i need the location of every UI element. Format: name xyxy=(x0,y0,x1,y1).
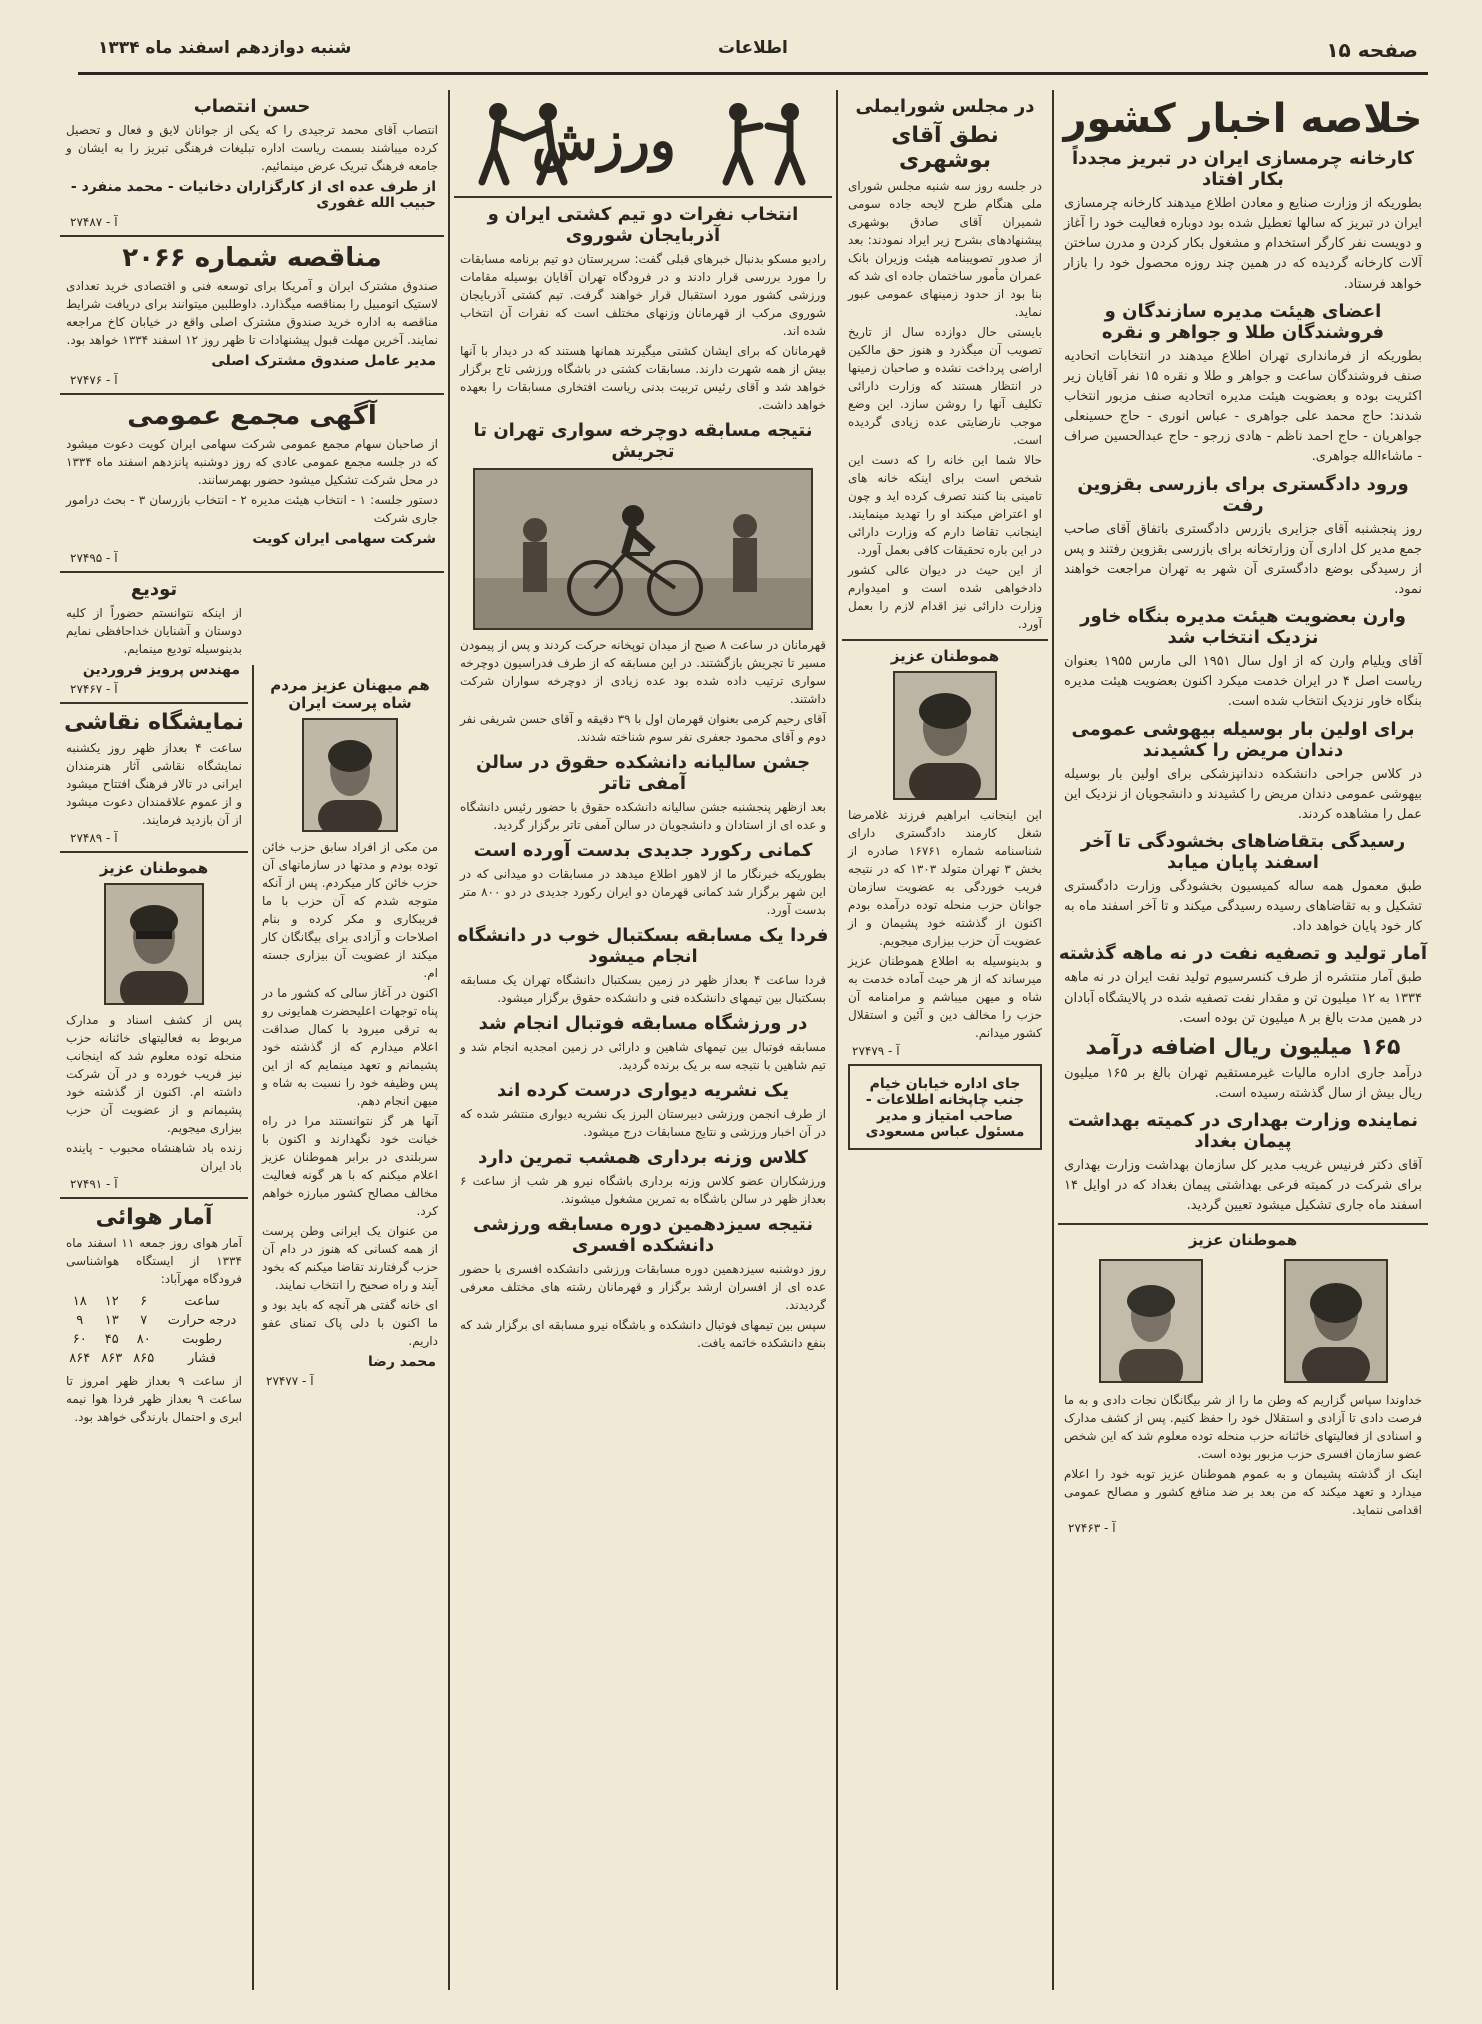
column-rule xyxy=(448,90,450,1990)
article-text: آقای رحیم کرمی بعنوان قهرمان اول با ۳۹ دقیقه و آقای حسن شریفی نفر دوم و آقای محمود جعفری نفر سوم شناخته شدند. xyxy=(460,712,826,744)
publisher-info: جای اداره خیابان خیام جنب چاپخانه اطلاعات - صاحب امتیاز و مدیر مسئول عباس مسعودی xyxy=(865,1076,1025,1140)
column-parliament xyxy=(842,90,1048,2000)
ad-code: آ - ۲۷۴۷۷ xyxy=(266,1374,314,1388)
ad-headline: مناقصه شماره ۲۰۶۶ xyxy=(122,243,382,273)
weather-cell: ۱۲ xyxy=(104,1294,119,1309)
ad-text: از صاحبان سهام مجمع عمومی شرکت سهامی ایران کویت دعوت میشود که در جلسه مجمع عمومی عادی که روز دوشنبه پانزدهم اسفند ماه ۱۳۳۴ در محل شرکت تشکیل میشود حضور بهمرسانند. xyxy=(66,437,438,487)
column-news-summary xyxy=(1058,90,1428,2000)
weather-cell: ۸۶۳ xyxy=(101,1351,123,1366)
article-text: زنده باد شاهنشاه محبوب - پاینده باد ایران xyxy=(66,1141,242,1173)
article-text: آقای دکتر فرنیس غریب مدیر کل سازمان بهداشت وزارت بهداری برای شرکت در کمیته فرعی بهداشتی پیمان بغداد که در اوایل ۱۴ اسفند ماه جاری تشکیل میشود تعیین گردید. xyxy=(1064,1158,1422,1214)
article-text: در جلسه روز سه شنبه مجلس شورای ملی هنگام طرح لایحه جاده سومی شمیران آقای صادق بوشهری پیشنهادهای بشرح زیر ایراد نمودند: بعد از صدور تصویبنامه هیئت وزیران بانک عمران مأمور ساختمان جاده ای شد که بنا بود از حدود زمینهای عمومی عبور نماید. xyxy=(848,179,1042,319)
ad-headline: تودیع xyxy=(130,579,178,600)
headline: اعضای هیئت مدیره سازندگان و فروشندگان طلا و جواهر و نقره xyxy=(1101,300,1385,343)
article-text: طبق معمول همه ساله کمیسیون بخشودگی وزارت دادگستری تشکیل و به تقاضاهای رسیده رسیدگی میکند و تا آخر اسفند ماه به کار خود پایان خواهد داد. xyxy=(1064,878,1422,935)
ad-code: آ - ۲۷۴۸۷ xyxy=(70,215,118,229)
article-text: رادیو مسکو بدنبال خبرهای قبلی گفت: سرپرستان دو تیم برنامه مسابقات را مورد بررسی قرار دادند و در فرودگاه تهران آقایان بوسیله مقامات ورزشی کشور مورد استقبال قرار خواهند گرفت. تیم کشتی آذربایجان شوروی مرکب از قهرمانان وزنهای مختلف است که نفرات آن انتخاب شده اند. xyxy=(460,252,826,338)
sports-banner xyxy=(460,94,826,190)
article-text: خداوندا سپاس گزاریم که وطن ما را از شر بیگانگان نجات دادی و به ما فرصت دادی تا آزادی و استقلال خود را حفظ کنیم. پس از کشف مدارک و اسنادی از فعالیتهای خائنانه حزب منحله توده معلوم شد که این شخص عضو سازمان افسری حزب مزبور بوده است. xyxy=(1064,1392,1422,1461)
weather-row xyxy=(64,1311,244,1330)
weather-cell: ۱۸ xyxy=(72,1294,87,1309)
headline: کارخانه چرمسازی ایران در تبریز مجدداً بکار افتاد xyxy=(1071,148,1415,190)
cycling-photo xyxy=(473,468,813,630)
weather-cell: ۹ xyxy=(76,1313,84,1328)
divider xyxy=(842,639,1048,641)
signature: مدیر عامل صندوق مشترک اصلی xyxy=(211,353,436,369)
ad-code: آ - ۲۷۴۹۱ xyxy=(70,1177,118,1191)
notice-caption: هموطنان عزیز xyxy=(890,647,1000,665)
divider xyxy=(60,393,444,395)
narrow-ad-column xyxy=(60,579,248,1426)
headline: در ورزشگاه مسابقه فوتبال انجام شد xyxy=(478,1013,808,1034)
column-sports xyxy=(454,90,832,2000)
page-header xyxy=(78,30,1428,88)
article-text: سپس بین تیمهای فوتبال دانشکده و باشگاه نیرو مسابقه ای برگزار شد که بنفع دانشکده خاتمه یافت. xyxy=(460,1318,826,1350)
divider xyxy=(60,571,444,573)
weather-cell: ۶ xyxy=(140,1294,148,1309)
article-text: بایستی حال دوازده سال از تاریخ تصویب آن میگذرد و هنوز حق مالکین اراضی پرداخت نشده و صاحبان زمینها در انتظار هستند که وزارت دارائی تکلیف آنها را روشن سازد. این وضع موجب نارضایتی عده زیادی گردیده است. xyxy=(848,325,1042,447)
article-text: قهرمانان در ساعت ۸ صبح از میدان توپخانه حرکت کردند و پس از پیمودن مسیر تا تجریش بازگشتند. در این مسابقه که از طرف فدراسیون دوچرخه سواری ترتیب داده شده بود عده زیادی از دوچرخه سواران شرکت داشتند. xyxy=(460,638,826,706)
headline: فردا یک مسابقه بسکتبال خوب در دانشگاه انجام میشود xyxy=(457,925,829,967)
headline: کلاس وزنه برداری همشب تمرین دارد xyxy=(478,1147,808,1168)
boxers-illustration xyxy=(708,98,818,186)
headline: رسیدگی بتقاضاهای بخشودگی تا آخر اسفند پایان میابد xyxy=(1080,830,1406,873)
weather-intro: آمار هوای روز جمعه ۱۱ اسفند ماه ۱۳۳۴ از ایستگاه هواشناسی فرودگاه مهرآباد: xyxy=(66,1236,242,1286)
weather-cell: ۸۶۴ xyxy=(69,1351,91,1366)
article-text: پس از کشف اسناد و مدارک مربوط به فعالیتهای خائنانه حزب منحله توده معلوم شد که اینجانب نیز فریب خورده و در آن شرکت داشته ام. اکنون از گذشته خود پشیمانم و از عضویت آن حزب بیزاری میجویم. xyxy=(66,1013,242,1135)
portrait-photo xyxy=(1284,1259,1388,1383)
news-summary-title: خلاصه اخبار کشور xyxy=(1063,96,1423,142)
header-page-number: صفحه ۱۵ xyxy=(1326,38,1418,62)
weather-headline: آمار هوائی xyxy=(95,1205,213,1230)
article-text: این اینجانب ابراهیم فرزند غلامرضا شغل کارمند دادگستری دارای شناسنامه شماره ۱۶۷۶۱ صادره از بخش ۳ تهران متولد ۱۳۰۳ که در نتیجه فریب خوردگی به عضویت سازمان جوانان حزب منحله توده درآمده بودم اکنون از گذشته خود پشیمان و از عضویت آن حزب بیزاری میجویم. xyxy=(848,808,1042,948)
column-ads xyxy=(60,90,444,2000)
photo-row xyxy=(1058,1253,1428,1389)
article-text: روز دوشنبه سیزدهمین دوره مسابقات ورزشی دانشکده افسری با حضور عده ای از افسران ارشد برگزار و قهرمانان رشته های مختلف معرفی گردیدند. xyxy=(460,1262,826,1312)
headline: ۱۶۵ میلیون ریال اضافه درآمد xyxy=(1085,1034,1401,1060)
article-text: بطوریکه خبرنگار ما از لاهور اطلاع میدهد در مسابقات دو میدانی که در این شهر برگزار شد کمانی قهرمان دو ایران رکورد جدیدی در دو ۸۰۰ متر بدست آورد. xyxy=(460,867,826,917)
weather-cell: ۴۵ xyxy=(104,1332,119,1347)
headline: برای اولین بار بوسیله بیهوشی عمومی دندان مریض را کشیدند xyxy=(1071,718,1415,761)
article-text: روز پنجشنبه آقای جزایری بازرس دادگستری باتفاق آقای صاحب جمع مدیر کل اداری آن وزارتخانه برای بازرسی بقزوین رفتند و پس از رسیدگی بوضع دادگستری آن شهر به تهران مراجعت خواهند نمود. xyxy=(1064,521,1422,597)
article-text: من عنوان یک ایرانی وطن پرست از همه کسانی که هنوز در دام آن حزب گرفتارند تقاضا میکنم که بخود آیند و راه صحیح را انتخاب نمایند. xyxy=(262,1224,438,1292)
article-text: ورزشکاران عضو کلاس وزنه برداری باشگاه نیرو هر شب از ساعت ۶ بعداز ظهر در سالن باشگاه به تمرین مشغول میشوند. xyxy=(460,1174,826,1206)
ad-code: آ - ۲۷۴۶۷ xyxy=(70,682,118,696)
weather-forecast: از ساعت ۹ بعداز ظهر امروز تا ساعت ۹ بعداز ظهر فردا هوا نیمه ابری و احتمال بارندگی خواهد بود. xyxy=(66,1374,243,1424)
weather-table xyxy=(64,1292,244,1368)
weather-cell: ساعت xyxy=(184,1294,220,1309)
weather-cell: رطوبت xyxy=(182,1332,222,1347)
signature: مهندس پرویز فروردین xyxy=(82,662,240,678)
signature: شرکت سهامی ایران کویت xyxy=(252,531,436,547)
portrait-photo xyxy=(1099,1259,1203,1383)
notice-caption: هم میهنان عزیز مردم شاه پرست ایران xyxy=(270,676,430,712)
ad-code: آ - ۲۷۴۸۹ xyxy=(70,831,118,845)
headline: نطق آقای بوشهری xyxy=(891,123,999,173)
article-text: درآمد جاری اداره مالیات غیرمستقیم تهران بالغ بر ۱۶۵ میلیون ریال بیش از سال گذشته رسیده است. xyxy=(1064,1065,1422,1101)
article-text: حالا شما این خانه را که دست این شخص است برای اینکه خانه های تامینی بنا کنند تصرف کرده اید و چون او اعتراض میکند او را تهدید مینمایند. اینجانب تقاضا دارم که وزارت دارائی در این باره تحقیقات کافی بعمل آورد. xyxy=(848,453,1042,557)
weather-cell: ۷ xyxy=(140,1313,148,1328)
weather-cell: ۱۳ xyxy=(104,1313,119,1328)
article-text: من مکی از افراد سابق حزب خائن توده بودم و مدتها در سازمانهای آن حزب خائن کار میکردم. پس از آنکه متوجه شدم که آن حزب با ما فریبکاری و مکر کرده و بنام اصلاحات و آزادی برای بیگانگان کار میکند از عضویت آن بیزاری جسته ام. xyxy=(262,840,438,980)
column-rule xyxy=(836,90,838,1990)
article-text: مسابقه فوتبال بین تیمهای شاهین و دارائی در زمین امجدیه انجام شد و تیم شاهین با نتیجه سه بر یک برنده گردید. xyxy=(460,1040,826,1072)
article-text: قهرمانان که برای ایشان کشتی میگیرند همانها هستند که در دیدار با آنها بیش از همه شهرت دارند. مسابقات کشتی در باشگاه ورزشی تاج برگزار خواهد شد و آقای رئیس تربیت بدنی ریاست افتخاری مسابقات را بعهده خواهد داشت. xyxy=(460,344,826,412)
ad-text: انتصاب آقای محمد ترجیدی را که یکی از جوانان لایق و فعال و تحصیل کرده میباشند بسمت ریاست اداره تبلیغات فرهنگی تبریز را به ایشان و جامعه فرهنگ تبریک عرض مینمائیم. xyxy=(66,123,438,173)
article-text: فردا ساعت ۴ بعداز ظهر در زمین بسکتبال دانشگاه تهران یک مسابقه بسکتبال بین تیمهای دانشکده فنی و دانشکده حقوق برگزار میشود. xyxy=(460,973,826,1005)
ad-text: ساعت ۴ بعداز ظهر روز یکشنبه نمایشگاه نقاشی آثار هنرمندان ایرانی در تالار فرهنگ افتتاح میشود و از عموم علاقمندان دعوت میشود از آن بازدید فرمایند. xyxy=(66,741,243,827)
weather-cell: ۸۶۵ xyxy=(133,1351,155,1366)
divider xyxy=(60,235,444,237)
header-rule xyxy=(78,72,1428,75)
headline: وارن بعضویت هیئت مدیره بنگاه خاور نزدیک انتخاب شد xyxy=(1080,606,1406,649)
ad-code: آ - ۲۷۴۶۳ xyxy=(1068,1520,1116,1535)
divider xyxy=(60,851,248,853)
article-text: بعد ازظهر پنجشنبه جشن سالیانه دانشکده حقوق با حضور رئیس دانشگاه و عده ای از استادان و دانشجویان در سالن آمفی تاتر برگزار گردید. xyxy=(460,800,826,832)
headline: نتیجه مسابقه دوچرخه سواری تهران تا تجریش xyxy=(473,420,813,462)
headline: نماینده وزارت بهداری در کمیته بهداشت پیمان بغداد xyxy=(1068,1110,1418,1153)
notice-caption: هموطنان عزیز xyxy=(1188,1230,1298,1249)
header-paper-name: اطلاعات xyxy=(718,38,788,58)
article-text: از این حیث در دیوان عالی کشور دادخواهی شده است و امیدوارم وزارت دارائی نیز اقدام لازم را بعمل آورد. xyxy=(848,563,1042,631)
weather-cell: ۸۰ xyxy=(136,1332,151,1347)
divider xyxy=(454,196,832,198)
article-text: در کلاس جراحی دانشکده دندانپزشکی برای اولین بار بوسیله بیهوشی عمومی دندان مریض را کشیدند و دانشجویان از نزدیک این عمل را مشاهده کردند. xyxy=(1064,766,1422,822)
weather-row xyxy=(64,1349,244,1368)
divider xyxy=(60,1197,248,1199)
weather-cell: درجه حرارت xyxy=(167,1313,237,1328)
headline: انتخاب نفرات دو تیم کشتی ایران و آذربایجان شوروی xyxy=(487,204,799,246)
signature: از طرف عده ای از کارگزاران دخانیات - محمد منفرد - حبیب الله غفوری xyxy=(70,179,436,211)
article-text: و بدینوسیله به اطلاع هموطنان عزیز میرساند که از هر حیث آماده خدمت به شاه و میهن میباشم و مرامنامه آن حزب را مخالف دین و آئین و استقلال کشور میدانم. xyxy=(848,954,1042,1040)
ad-headline: حسن انتصاب xyxy=(193,96,311,117)
headline: آمار تولید و تصفیه نفت در نه ماهه گذشته xyxy=(1058,943,1428,965)
ad-text: صندوق مشترک ایران و آمریکا برای توسعه فنی و اقتصادی خرید تعدادی لاستیک اتومبیل را بمناقصه میگذارد. داوطلبین میتوانند برای دریافت شرایط مناقصه به اداره خرید صندوق مشترک اصلی واقع در خیابان کاخ مراجعه نمایند. آخرین مهلت قبول پیشنهادات تا ظهر روز ۱۲ اسفند ۱۳۳۴ خواهد بود. xyxy=(66,279,438,347)
article-text: ای خانه گفتی هر آنچه که باید بود و ما اکنون با دلی پاک تمنای عفو داریم. xyxy=(262,1298,438,1348)
weather-row xyxy=(64,1330,244,1349)
sports-title: ورزش xyxy=(531,108,676,172)
article-text: از طرف انجمن ورزشی دبیرستان البرز یک نشریه دیواری منتشر شده که در آن اخبار ورزشی و نتایج مسابقات درج میشود. xyxy=(460,1107,826,1139)
article-text: آقای ویلیام وارن که از اول سال ۱۹۵۱ الی مارس ۱۹۵۵ بعنوان ریاست اصل ۴ در ایران خدمت میکرد اکنون بعضویت هیئت مدیره بنگاه خاور نزدیک انتخاب شده است. xyxy=(1064,654,1422,710)
headline: جشن سالیانه دانشکده حقوق در سالن آمفی تاتر xyxy=(475,752,811,794)
header-date: شنبه دوازدهم اسفند ماه ۱۳۳۴ xyxy=(98,38,352,58)
article-text: بطوریکه از وزارت صنایع و معادن اطلاع میدهند کارخانه چرمسازی ایران در تبریز که سالها تعطیل شده بود دوباره فعالیت خود را آغاز و دویست نفر کارگر استخدام و مشغول بکار کردن و مدرن ساختن آلات کارخانه گردیده که در همین چند روزه محصول خود را بازار خواهد فرستاد. xyxy=(1064,196,1422,292)
article-text: اکنون در آغاز سالی که کشور ما در پناه توجهات اعلیحضرت همایونی رو به ترقی میرود با کمال صداقت اعلام میدارم که از گذشته خود پشیمانم و تعهد مینمایم که از این پس وظیفه خود را نسبت به شاه و میهن انجام دهم. xyxy=(262,986,438,1108)
ad-headline: نمایشگاه نقاشی xyxy=(64,710,244,735)
article-text: آنها هر گز نتوانستند مرا در راه خیانت خود نگهدارند و اکنون با سربلندی در برابر هموطنان عزیز اعلام میکنم که با هر گونه فعالیت مخالف مصالح کشور مبارزه خواهم کرد. xyxy=(262,1114,438,1218)
portrait-photo xyxy=(104,883,204,1005)
divider xyxy=(60,702,248,704)
ad-headline: آگهی مجمع عمومی xyxy=(127,401,377,431)
divider xyxy=(1058,1223,1428,1225)
notice-caption: هموطنان عزیز xyxy=(99,859,209,877)
article-text: اینک از گذشته پشیمان و به عموم هموطنان عزیز توبه خود را اعلام میدارد و تعهد میکند که من بعد بر ضد منافع کشور و مصالح عمومی اقدامی ننماید. xyxy=(1064,1466,1422,1517)
article-text: طبق آمار منتشره از طرف کنسرسیوم تولید نفت ایران در نه ماهه ۱۳۳۴ به ۱۲ میلیون تن و مقدار نفت تصفیه شده در پالایشگاه آبادان در همین مدت بالغ بر ۸ میلیون تن بوده است. xyxy=(1064,970,1422,1026)
signature: محمد رضا xyxy=(368,1354,436,1370)
ad-text: از اینکه نتوانستم حضوراً از کلیه دوستان و آشنایان خداحافظی نمایم بدینوسیله تودیع مینمایم. xyxy=(66,606,242,656)
kicker: در مجلس شورایملی xyxy=(855,96,1035,117)
ad-agenda: دستور جلسه: ۱ - انتخاب هیئت مدیره ۲ - انتخاب بازرسان ۳ - بحث درامور جاری شرکت xyxy=(66,493,438,525)
article-text: بطوریکه از فرمانداری تهران اطلاع میدهند در انتخابات اتحادیه صنف فروشندگان ساعت و جواهر و طلا و نقره ۱۵ نفر آقایان زیر اکثریت بوده و بعضویت هیئت مدیره اتحادیه صنف مزبور انتخاب شدند: حاج محمد علی جواهری - عباس انوری - حاج حسینعلی جواهریان - حاج احمد ناظم - هادی زرجو - حاج عبدالحسین صراف - ماشاءالله جواهری. xyxy=(1064,348,1423,465)
weather-cell: فشار xyxy=(187,1351,216,1366)
headline: نتیجه سیزدهمین دوره مسابقه ورزشی دانشکده افسری xyxy=(472,1214,814,1256)
publisher-box xyxy=(848,1064,1042,1150)
portrait-photo xyxy=(893,671,997,800)
headline: کمانی رکورد جدیدی بدست آورده است xyxy=(473,840,813,861)
ad-code: آ - ۲۷۴۷۶ xyxy=(70,373,118,387)
weather-cell: ۶۰ xyxy=(72,1332,87,1347)
headline: یک نشریه دیواری درست کرده اند xyxy=(497,1080,789,1101)
column-rule xyxy=(1052,90,1054,1990)
headline: ورود دادگستری برای بازرسی بقزوین رفت xyxy=(1077,473,1409,516)
weather-row xyxy=(64,1292,244,1311)
ad-code: آ - ۲۷۴۷۹ xyxy=(852,1044,900,1058)
ad-code: آ - ۲۷۴۹۵ xyxy=(70,551,118,565)
